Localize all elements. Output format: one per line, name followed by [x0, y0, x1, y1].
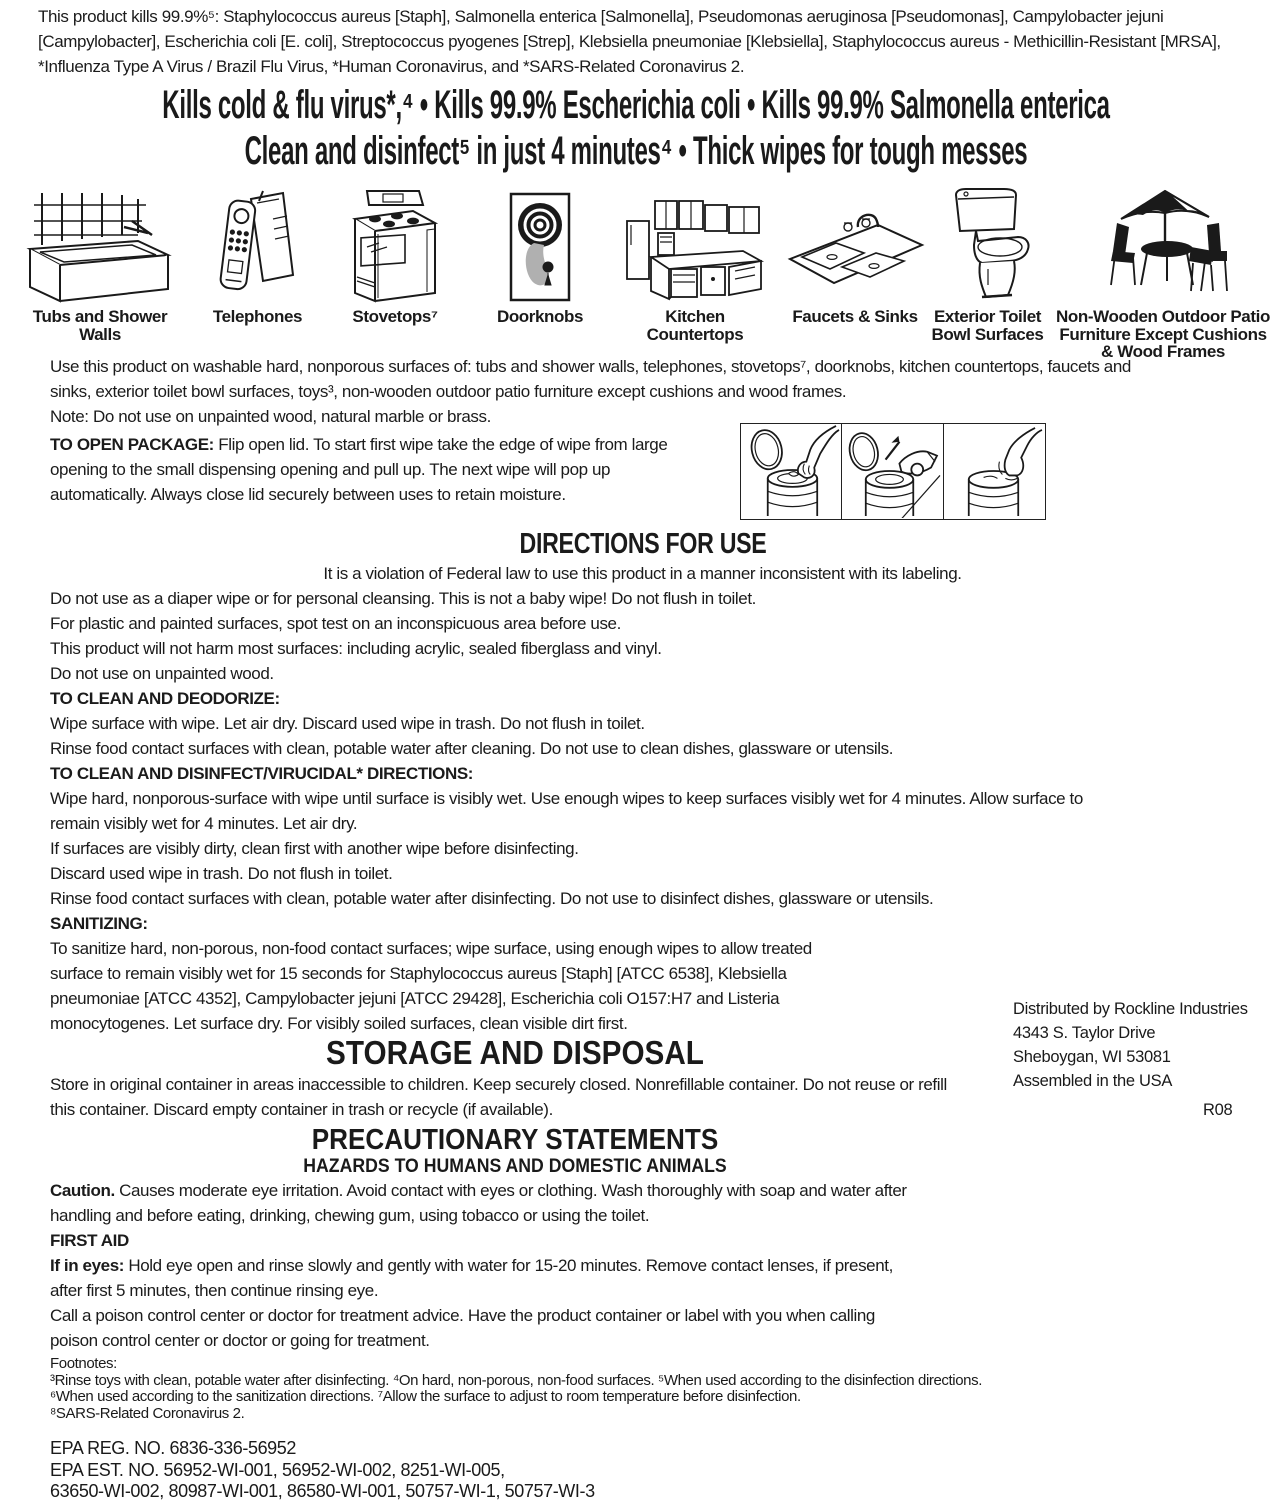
clean-deodorize-lines [50, 711, 1235, 761]
surface-label: Doorknobs [496, 307, 584, 326]
surface-item-stovetops [330, 185, 460, 326]
surface-item-patio-furniture [1055, 185, 1271, 361]
open-package-block [50, 432, 675, 507]
usage-note: Note: Do not use on unpainted wood, natural marble or brass. [50, 407, 491, 426]
kitchen-countertop-icon [620, 185, 770, 303]
surface-label: Tubs and Shower Walls [32, 307, 168, 344]
footnotes-main: ³Rinse toys with clean, potable water after disinfecting. ⁴On hard, non-porous, non-food surfaces. ⁵When used according to the disinfection directions. ⁶When used according to the sanitization directions. ⁷Allow the surface to adjust to room temperature before disinfection. [50, 1371, 982, 1405]
disinfect-line: If surfaces are visibly dirty, clean first with another wipe before disinfecting. [50, 839, 579, 858]
disinfect-paragraph: Wipe hard, nonporous-surface with wipe until surface is visibly wet. Use enough wipes to keep surfaces visibly wet for 4 minutes. Allow surface to remain visibly wet for 4 minutes. Let air dry. [50, 789, 1083, 833]
product-claims-paragraph: This product kills 99.9%⁵: Staphylococcus aureus [Staph], Salmonella enterica [Salmonella], Pseudomonas aeruginosa [Pseudomonas], Campylobacter jejuni [Campylobacter], Escherichia coli [E. coli], Streptococcus pyogenes [Strep], Klebsiella pneumoniae [Klebsiella], Staphylococcus aureus - Methicillin-Resistant [MRSA], *Influenza Type A Virus / Brazil Flu Virus, *Human Coronavirus, and *SARS-Related Coronavirus 2. [38, 7, 1221, 76]
surface-label: Kitchen Countertops [646, 307, 744, 344]
distributor-line: Sheboygan, WI 53081 [1013, 1048, 1171, 1066]
disinfect-lines [50, 836, 1235, 911]
hazards-subheading: HAZARDS TO HUMANS AND DOMESTIC ANIMALS [303, 1156, 727, 1177]
federal-law-line: It is a violation of Federal law to use this product in a manner inconsistent with its labeling. [323, 564, 962, 583]
directions-lines [50, 586, 1235, 686]
headline-line-1: Kills cold & flu virus*,⁴ • Kills 99.9% Escherichia coli • Kills 99.9% Salmonella enterica [161, 83, 1110, 127]
clean-deodorize-line: Wipe surface with wipe. Let air dry. Discard used wipe in trash. Do not flush in toilet. [50, 714, 645, 733]
surface-item-toilet [925, 185, 1050, 343]
if-in-eyes-text: Hold eye open and rinse slowly and gently with water for 15-20 minutes. Remove contact lenses, if present, after first 5 minutes, then continue rinsing eye. [50, 1256, 893, 1300]
surface-item-kitchen-countertops [620, 185, 770, 343]
caution-paragraph [50, 1178, 910, 1228]
open-package-heading: TO OPEN PACKAGE: [50, 435, 214, 454]
stove-icon [330, 185, 460, 303]
precautionary-heading: PRECAUTIONARY STATEMENTS [311, 1124, 719, 1156]
thread-wipe-through-lid-illustration [842, 423, 944, 520]
caution-label: Caution. [50, 1181, 115, 1200]
surface-label: Non-Wooden Outdoor Patio Furniture Except Cushions & Wood Frames [1056, 307, 1270, 361]
distributor-block [1013, 997, 1253, 1093]
surface-label: Telephones [212, 307, 303, 326]
disinfect-line: Discard used wipe in trash. Do not flush in toilet. [50, 864, 393, 883]
usage-paragraph: Use this product on washable hard, nonporous surfaces of: tubs and shower walls, telephones, stovetops⁷, doorknobs, kitchen countertops, faucets and sinks, exterior toilet bowl surfaces, toys³, non-wooden outdoor patio furniture except cushions and wood frames. [50, 357, 1131, 401]
footnotes-label: Footnotes: [50, 1355, 117, 1372]
doorknob-icon [480, 185, 600, 303]
poison-control-paragraph: Call a poison control center or doctor for treatment advice. Have the product container or label with you when calling poison control center or doctor or going for treatment. [50, 1306, 875, 1350]
surface-item-telephones [195, 185, 320, 326]
disinfect-heading: TO CLEAN AND DISINFECT/VIRUCIDAL* DIRECTIONS: [50, 764, 474, 783]
epa-reg-number: EPA REG. NO. 6836-336-56952 [50, 1438, 297, 1458]
storage-paragraph: Store in original container in areas inaccessible to children. Keep securely closed. Nonrefillable container. Do not reuse or refill this container. Discard empty container in trash or recycle (if available). [50, 1075, 947, 1119]
distributor-line: Distributed by Rockline Industries [1013, 1000, 1248, 1018]
storage-heading: STORAGE AND DISPOSAL [326, 1034, 704, 1071]
directions-line: For plastic and painted surfaces, spot test on an inconspicuous area before use. [50, 614, 621, 633]
sanitizing-paragraph: To sanitize hard, non-porous, non-food contact surfaces; wipe surface, using enough wipes to allow treated surface to remain visibly wet for 15 seconds for Staphylococcus aureus [Staph] [ATCC 6538], Klebsiella pneumoniae [ATCC 4352], Campylobacter jejuni [ATCC 29428], Escherichia coli O157:H7 and Listeria monocytogenes. Let surface dry. For visibly soiled surfaces, clean visible dirt first. [50, 939, 812, 1033]
bathtub-icon [14, 185, 186, 303]
if-in-eyes-label: If in eyes: [50, 1256, 125, 1275]
patio-furniture-icon [1055, 185, 1271, 303]
surface-item-faucets-sinks [780, 185, 930, 326]
directions-section [50, 527, 1235, 1036]
surface-label: Faucets & Sinks [792, 307, 918, 326]
surface-item-doorknobs [480, 185, 600, 326]
footnotes-section [50, 1356, 1015, 1422]
epa-est-number-line1: EPA EST. NO. 56952-WI-001, 56952-WI-002, 8251-WI-005, [50, 1459, 505, 1480]
usage-block [50, 354, 1135, 429]
distributor-line: Assembled in the USA [1013, 1072, 1173, 1090]
telephone-icon [195, 185, 320, 303]
epa-est-number-line2: 63650-WI-002, 80987-WI-001, 86580-WI-001, 50757-WI-1, 50757-WI-3 [50, 1481, 595, 1500]
revision-code: R08 [1203, 1101, 1233, 1119]
headline [0, 82, 1271, 174]
open-package-illustrations [740, 423, 1046, 520]
directions-heading: DIRECTIONS FOR USE [519, 528, 766, 560]
distributor-line: 4343 S. Taylor Drive [1013, 1024, 1156, 1042]
sink-icon [780, 185, 930, 303]
headline-line-2: Clean and disinfect⁵ in just 4 minutes⁴ • Thick wipes for tough messes [244, 129, 1027, 173]
clean-deodorize-line: Rinse food contact surfaces with clean, potable water after cleaning. Do not use to clean dishes, glassware or utensils. [50, 739, 894, 758]
open-package-text: Flip open lid. To start first wipe take the edge of wipe from large opening to the small dispensing opening and pull up. The next wipe will pop up automatically. Always close lid securely between uses to retain moisture. [50, 435, 668, 504]
surface-label: Exterior Toilet Bowl Surfaces [931, 307, 1044, 344]
push-wipe-down-illustration [944, 423, 1046, 520]
sanitizing-heading: SANITIZING: [50, 914, 148, 933]
surface-item-tubs [14, 185, 186, 343]
surfaces-row [0, 185, 1271, 361]
caution-text: Causes moderate eye irritation. Avoid contact with eyes or clothing. Wash thoroughly with soap and water after handling and before eating, drinking, chewing gum, using tobacco or using the toilet. [50, 1181, 907, 1225]
surface-label: Stovetops⁷ [352, 307, 438, 326]
open-lid-pull-wipe-illustration [740, 423, 842, 520]
first-aid-eyes-paragraph [50, 1253, 910, 1303]
first-aid-heading: FIRST AID [50, 1231, 129, 1250]
footnotes-sars: ⁸SARS-Related Coronavirus 2. [50, 1404, 245, 1422]
directions-line: Do not use on unpainted wood. [50, 664, 274, 683]
directions-line: This product will not harm most surfaces: including acrylic, sealed fiberglass and vinyl. [50, 639, 662, 658]
precautionary-section [0, 1124, 1030, 1353]
toilet-icon [925, 185, 1050, 303]
epa-section [50, 1438, 950, 1500]
clean-deodorize-heading: TO CLEAN AND DEODORIZE: [50, 689, 280, 708]
storage-section [0, 1034, 1030, 1122]
disinfect-line: Rinse food contact surfaces with clean, potable water after disinfecting. Do not use to disinfect dishes, glassware or utensils. [50, 889, 934, 908]
directions-line: Do not use as a diaper wipe or for personal cleansing. This is not a baby wipe! Do not flush in toilet. [50, 589, 756, 608]
